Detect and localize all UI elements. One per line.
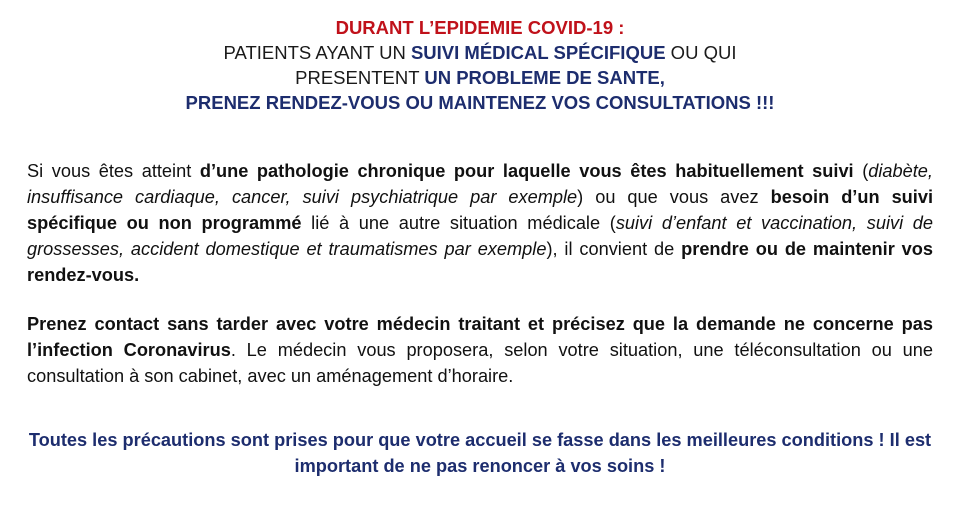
header-title: DURANT L’EPIDEMIE COVID-19 : [335, 17, 625, 38]
p1-bold-1: d’une pathologie chronique pour laquelle vous êtes habituellement suivi [199, 161, 854, 181]
paragraph-precautions: Toutes les précautions sont prises pour que votre accueil se fasse dans les meilleures conditions ! Il est important de ne pas renoncer à vos soins ! [28, 430, 932, 476]
notice-header [0, 0, 960, 115]
p2-bold-1: Prenez contact sans tarder avec votre médecin traitant et précisez que la demande ne concerne pas l’infection Coronavirus [27, 314, 933, 360]
header-call-to-action: PRENEZ RENDEZ-VOUS OU MAINTENEZ VOS CONSULTATIONS !!! [185, 92, 775, 113]
header-line-3-emphasis: UN PROBLEME DE SANTE, [424, 67, 665, 88]
p1-bold-2: besoin d’un suivi spécifique ou non programmé [27, 187, 934, 233]
p1-text-3: ) ou que vous avez [577, 187, 771, 207]
paragraph-chronic-conditions [27, 158, 933, 288]
header-line-2-emphasis: SUIVI MÉDICAL SPÉCIFIQUE [410, 42, 666, 63]
header-line-3 [0, 65, 960, 90]
paragraph-contact-doctor [27, 311, 933, 389]
p1-text-4: lié à une autre situation médicale ( [301, 213, 616, 233]
p1-italic-2: suivi d’enfant et vaccination, suivi de grossesses, accident domestique et traumatismes par exemple [27, 213, 934, 259]
p1-bold-3: prendre ou de maintenir vos rendez-vous. [27, 239, 934, 285]
p1-italic-1: diabète, insuffisance cardiaque, cancer, suivi psychiatrique par exemple [27, 161, 933, 207]
p2-text-1: . Le médecin vous proposera, selon votre situation, une téléconsultation ou une consultation à son cabinet, avec un aménagement d’horaire. [27, 340, 933, 386]
header-line-2-text-a: PATIENTS AYANT UN [223, 42, 411, 63]
header-line-2 [0, 40, 960, 65]
header-line-2-text-c: OU QUI [665, 42, 737, 63]
p1-text-1: Si vous êtes atteint [27, 161, 200, 181]
p1-text-2: ( [853, 161, 869, 181]
header-line-3-text-a: PRESENTENT [295, 67, 425, 88]
p1-text-5: ), il convient de [546, 239, 682, 259]
